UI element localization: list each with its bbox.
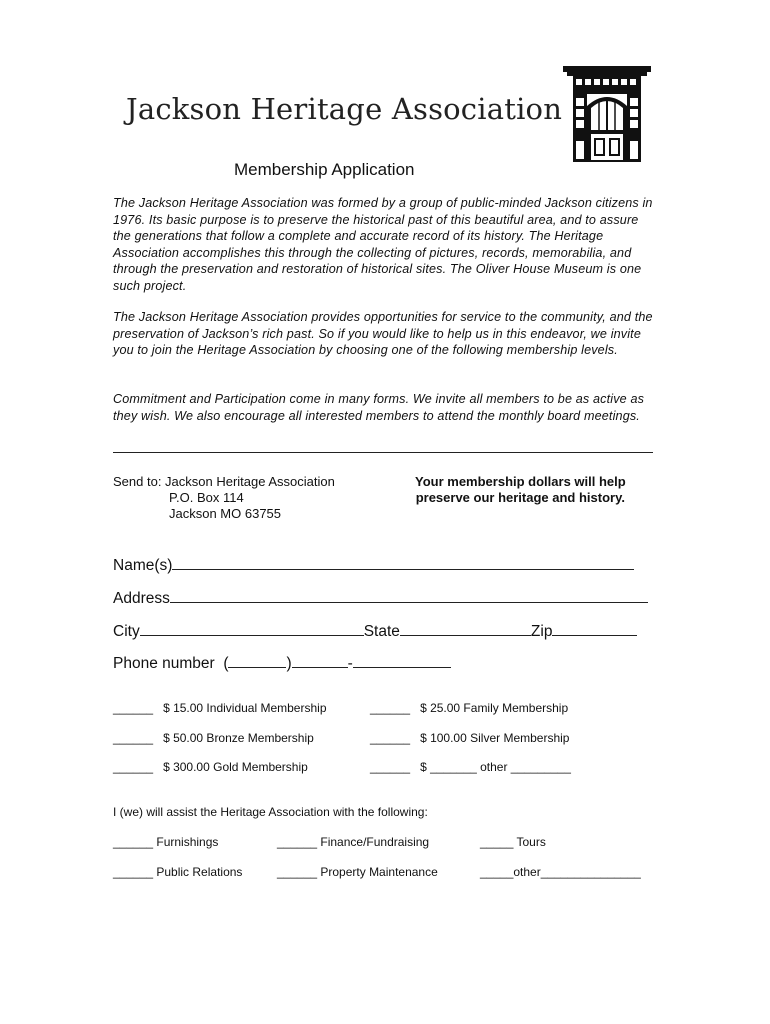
- names-label: Name(s): [113, 557, 173, 574]
- state-input[interactable]: [400, 621, 531, 636]
- address-label: Address: [113, 590, 170, 607]
- intro-paragraph-1: The Jackson Heritage Association was formed by a group of public-minded Jackson citizens in 1976. Its basic purpose is to preserve the historical past of this beautiful area, and to assure the generations that follow a complete and accurate record of its history. The Heritage Association accomplishes this through the collecting of pictures, records, memorabilia, and through the preservation and restoration of historical sites. The Oliver House Museum is one such project.: [113, 196, 653, 293]
- promo-line-2: preserve our heritage and history.: [415, 490, 625, 505]
- intro-paragraph-3: Commitment and Participation come in many forms. We invite all members to be as active as they wish. We also encourage all interested members to attend the monthly board meetings.: [113, 392, 645, 423]
- address-row: [113, 588, 648, 608]
- option-label: $ 100.00 Silver Membership: [420, 731, 570, 745]
- mailing-line-2: P.O. Box 114: [169, 490, 244, 505]
- phone-paren-close: ): [286, 655, 292, 672]
- phone-number-input[interactable]: [353, 653, 451, 668]
- option-blank[interactable]: ______: [370, 701, 411, 715]
- form-title: Membership Application: [234, 160, 415, 179]
- membership-option-individual[interactable]: [113, 701, 327, 715]
- option-blank[interactable]: ______: [370, 731, 411, 745]
- phone-paren-open: (: [223, 655, 229, 672]
- membership-option-family[interactable]: [370, 701, 568, 715]
- historic-door-icon: [563, 66, 651, 164]
- option-blank[interactable]: ______: [113, 731, 154, 745]
- phone-label: Phone number: [113, 655, 215, 672]
- intro-paragraph-2: The Jackson Heritage Association provides opportunities for service to the community, and the preservation of Jackson’s rich past. So if you would like to help us in this endeavor, we invite you to join the Heritage Association by choosing one of the following membership levels.: [113, 310, 653, 358]
- membership-option-bronze[interactable]: [113, 731, 314, 745]
- names-row: [113, 555, 634, 575]
- option-blank[interactable]: ______: [370, 760, 411, 774]
- membership-option-gold[interactable]: [113, 760, 308, 774]
- assist-public-relations[interactable]: ______ Public Relations: [113, 865, 243, 879]
- names-input[interactable]: [172, 555, 634, 570]
- assist-intro: I (we) will assist the Heritage Association with the following:: [113, 805, 428, 819]
- city-state-zip-row: [113, 621, 637, 641]
- city-input[interactable]: [140, 621, 364, 636]
- city-label: City: [113, 623, 140, 640]
- state-label: State: [363, 623, 400, 640]
- mailing-line-1: Send to: Jackson Heritage Association: [113, 474, 335, 489]
- mailing-address: [113, 474, 335, 522]
- option-label: $ 25.00 Family Membership: [420, 701, 569, 715]
- assist-other[interactable]: _____other_______________: [480, 865, 641, 879]
- divider: [113, 452, 653, 453]
- option-blank[interactable]: ______: [113, 760, 154, 774]
- address-input[interactable]: [170, 588, 648, 603]
- membership-option-other[interactable]: [370, 760, 571, 774]
- phone-dash: -: [347, 655, 353, 672]
- organization-name: Jackson Heritage Association: [126, 92, 563, 126]
- assist-property-maintenance[interactable]: ______ Property Maintenance: [277, 865, 438, 879]
- option-blank[interactable]: ______: [113, 701, 154, 715]
- option-label: $ 15.00 Individual Membership: [163, 701, 327, 715]
- option-label: $ 50.00 Bronze Membership: [163, 731, 314, 745]
- promo-line-1: Your membership dollars will help: [415, 474, 626, 489]
- phone-area-input[interactable]: [228, 653, 286, 668]
- phone-prefix-input[interactable]: [292, 653, 348, 668]
- assist-tours[interactable]: _____ Tours: [480, 835, 546, 849]
- zip-input[interactable]: [552, 621, 637, 636]
- zip-label: Zip: [530, 623, 553, 640]
- membership-option-silver[interactable]: [370, 731, 569, 745]
- promo-message: [415, 474, 626, 506]
- assist-furnishings[interactable]: ______ Furnishings: [113, 835, 219, 849]
- option-label: $ _______ other _________: [420, 760, 571, 774]
- phone-row: [113, 653, 451, 673]
- assist-finance[interactable]: ______ Finance/Fundraising: [277, 835, 430, 849]
- mailing-line-3: Jackson MO 63755: [169, 506, 282, 521]
- option-label: $ 300.00 Gold Membership: [163, 760, 308, 774]
